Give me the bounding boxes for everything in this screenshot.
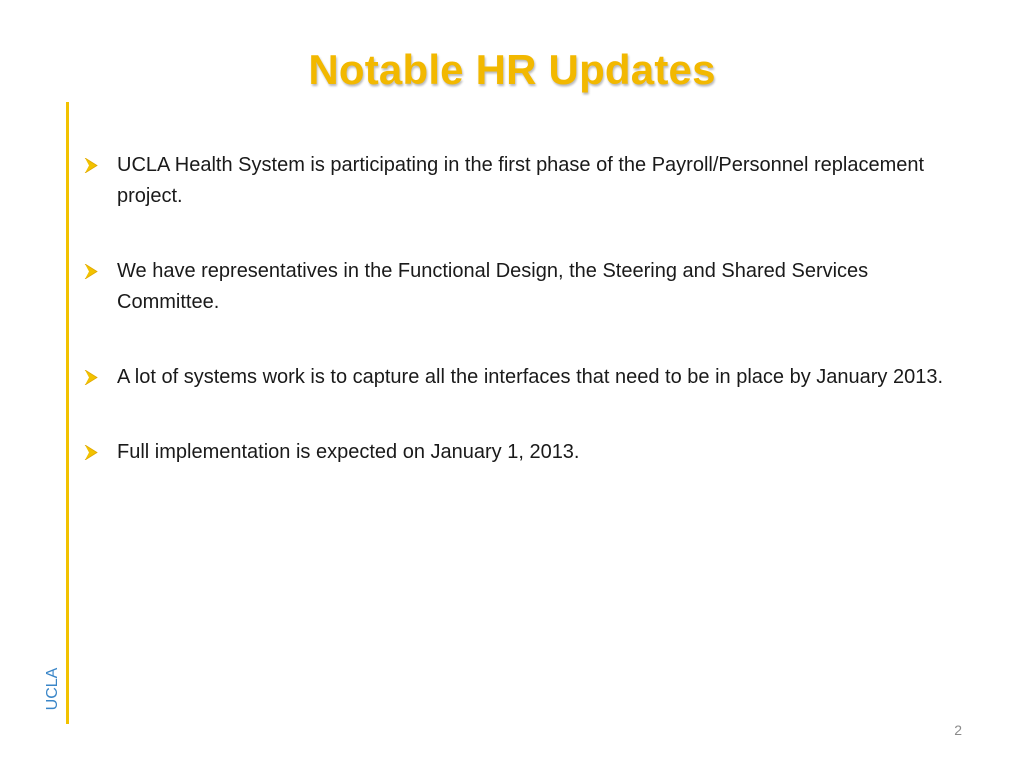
bullet-list bbox=[84, 150, 964, 512]
list-item bbox=[84, 256, 964, 318]
arrowhead-bullet-icon bbox=[84, 370, 98, 385]
arrowhead-bullet-icon bbox=[84, 158, 98, 173]
list-item bbox=[84, 150, 964, 212]
arrowhead-bullet-icon bbox=[84, 264, 98, 279]
bullet-text: We have representatives in the Functional Design, the Steering and Shared Services Committee. bbox=[117, 260, 869, 313]
bullet-text: UCLA Health System is participating in the first phase of the Payroll/Personnel replacement project. bbox=[117, 154, 925, 207]
ucla-side-label: UCLA bbox=[44, 667, 61, 711]
page-number: 2 bbox=[954, 722, 962, 738]
arrowhead-bullet-icon bbox=[84, 445, 98, 460]
list-item bbox=[84, 362, 964, 393]
accent-vertical-line bbox=[66, 102, 69, 724]
bullet-text: A lot of systems work is to capture all the interfaces that need to be in place by January 2013. bbox=[117, 366, 944, 388]
list-item bbox=[84, 437, 964, 468]
slide-title: Notable HR Updates bbox=[308, 46, 716, 93]
bullet-text: Full implementation is expected on January 1, 2013. bbox=[117, 441, 580, 463]
